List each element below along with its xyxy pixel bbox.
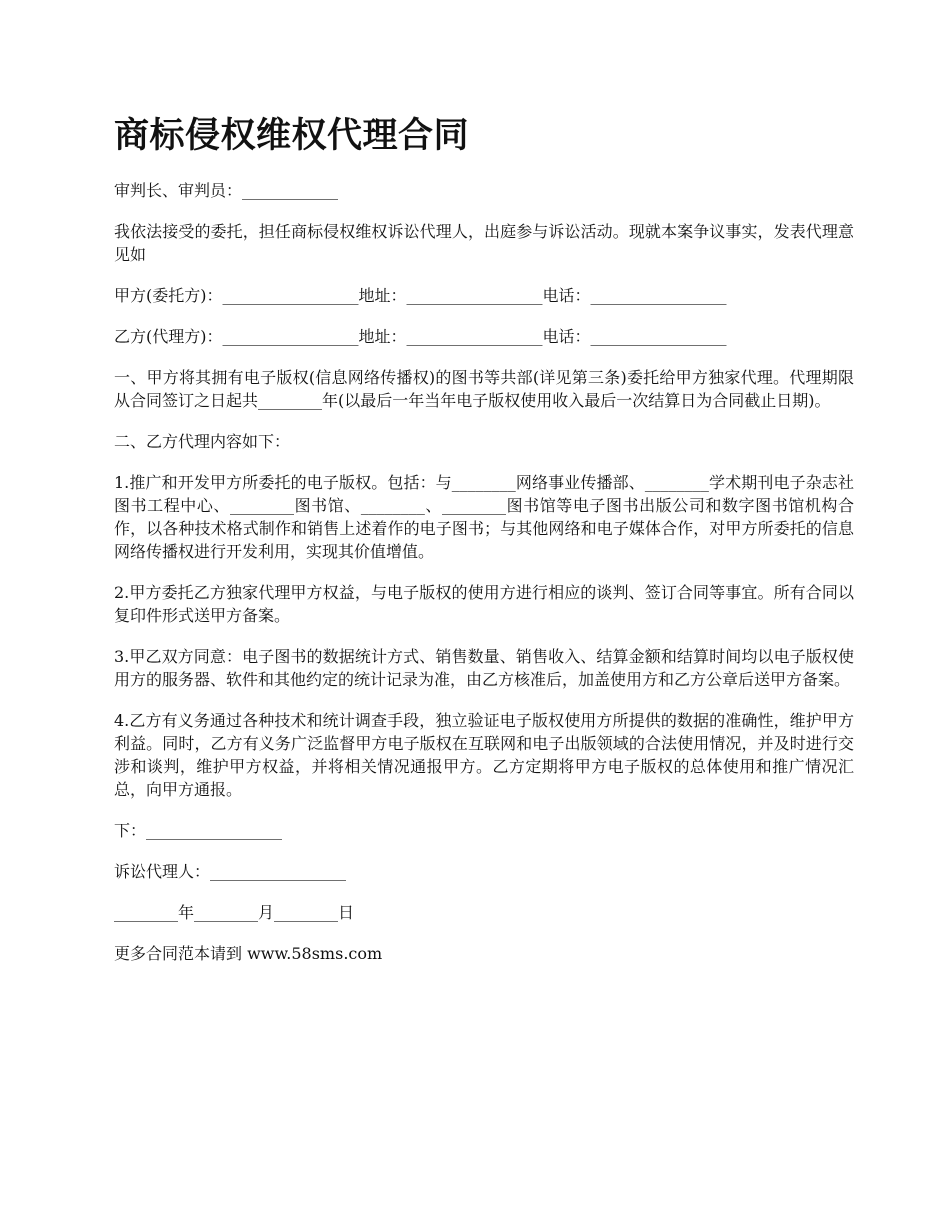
below-signature-line: 下：_________________ (114, 821, 283, 840)
document-page (114, 112, 854, 983)
agent-signature-line: 诉讼代理人：_________________ (114, 862, 347, 881)
clause-1-paragraph: 一、甲方将其拥有电子版权(信息网络传播权)的图书等共部(详见第三条)委托给甲方独家代理。代理期限从合同签订之日起共________年(以最后一年当年电子版权使用收入最后一次结算日为合同截止日期)。 (114, 368, 854, 410)
item-2-paragraph: 2.甲方委托乙方独家代理甲方权益，与电子版权的使用方进行相应的谈判、签订合同等事宜。所有合同以复印件形式送甲方备案。 (114, 583, 854, 625)
item-3-paragraph: 3.甲乙双方同意：电子图书的数据统计方式、销售数量、销售收入、结算金额和结算时间均以电子版权使用方的服务器、软件和其他约定的统计记录为准，由乙方核准后，加盖使用方和乙方公章后送甲方备案。 (114, 647, 854, 689)
item-1-paragraph: 1.推广和开发甲方所委托的电子版权。包括：与________网络事业传播部、________学术期刊电子杂志社图书工程中心、________图书馆、________、________图书馆等电子图书出版公司和数字图书馆机构合作，以各种技术格式制作和销售上述着作的电子图书；与其他网络和电子媒体合作，对甲方所委托的信息网络传播权进行开发利用，实现其价值增值。 (114, 473, 854, 561)
clause-2-heading: 二、乙方代理内容如下： (114, 432, 291, 451)
item-4-paragraph: 4.乙方有义务通过各种技术和统计调查手段，独立验证电子版权使用方所提供的数据的准确性，维护甲方利益。同时，乙方有义务广泛监督甲方电子版权在互联网和电子出版领域的合法使用情况，并及时进行交涉和谈判，维护甲方权益，并将相关情况通报甲方。乙方定期将甲方电子版权的总体使用和推广情况汇总，向甲方通报。 (114, 711, 854, 799)
document-title: 商标侵权维权代理合同 (114, 116, 470, 156)
party-a-line: 甲方(委托方)：_________________地址：_________________电话：_________________ (114, 286, 727, 305)
intro-paragraph: 我依法接受的委托，担任商标侵权维权诉讼代理人，出庭参与诉讼活动。现就本案争议事实，发表代理意见如 (114, 222, 854, 264)
addressee-line: 审判长、审判员：____________ (114, 181, 339, 200)
footer-link-text: 更多合同范本请到 www.58sms.com (114, 944, 383, 963)
party-b-line: 乙方(代理方)：_________________地址：_________________电话：_________________ (114, 327, 727, 346)
date-line: ________年________月________日 (114, 903, 355, 922)
